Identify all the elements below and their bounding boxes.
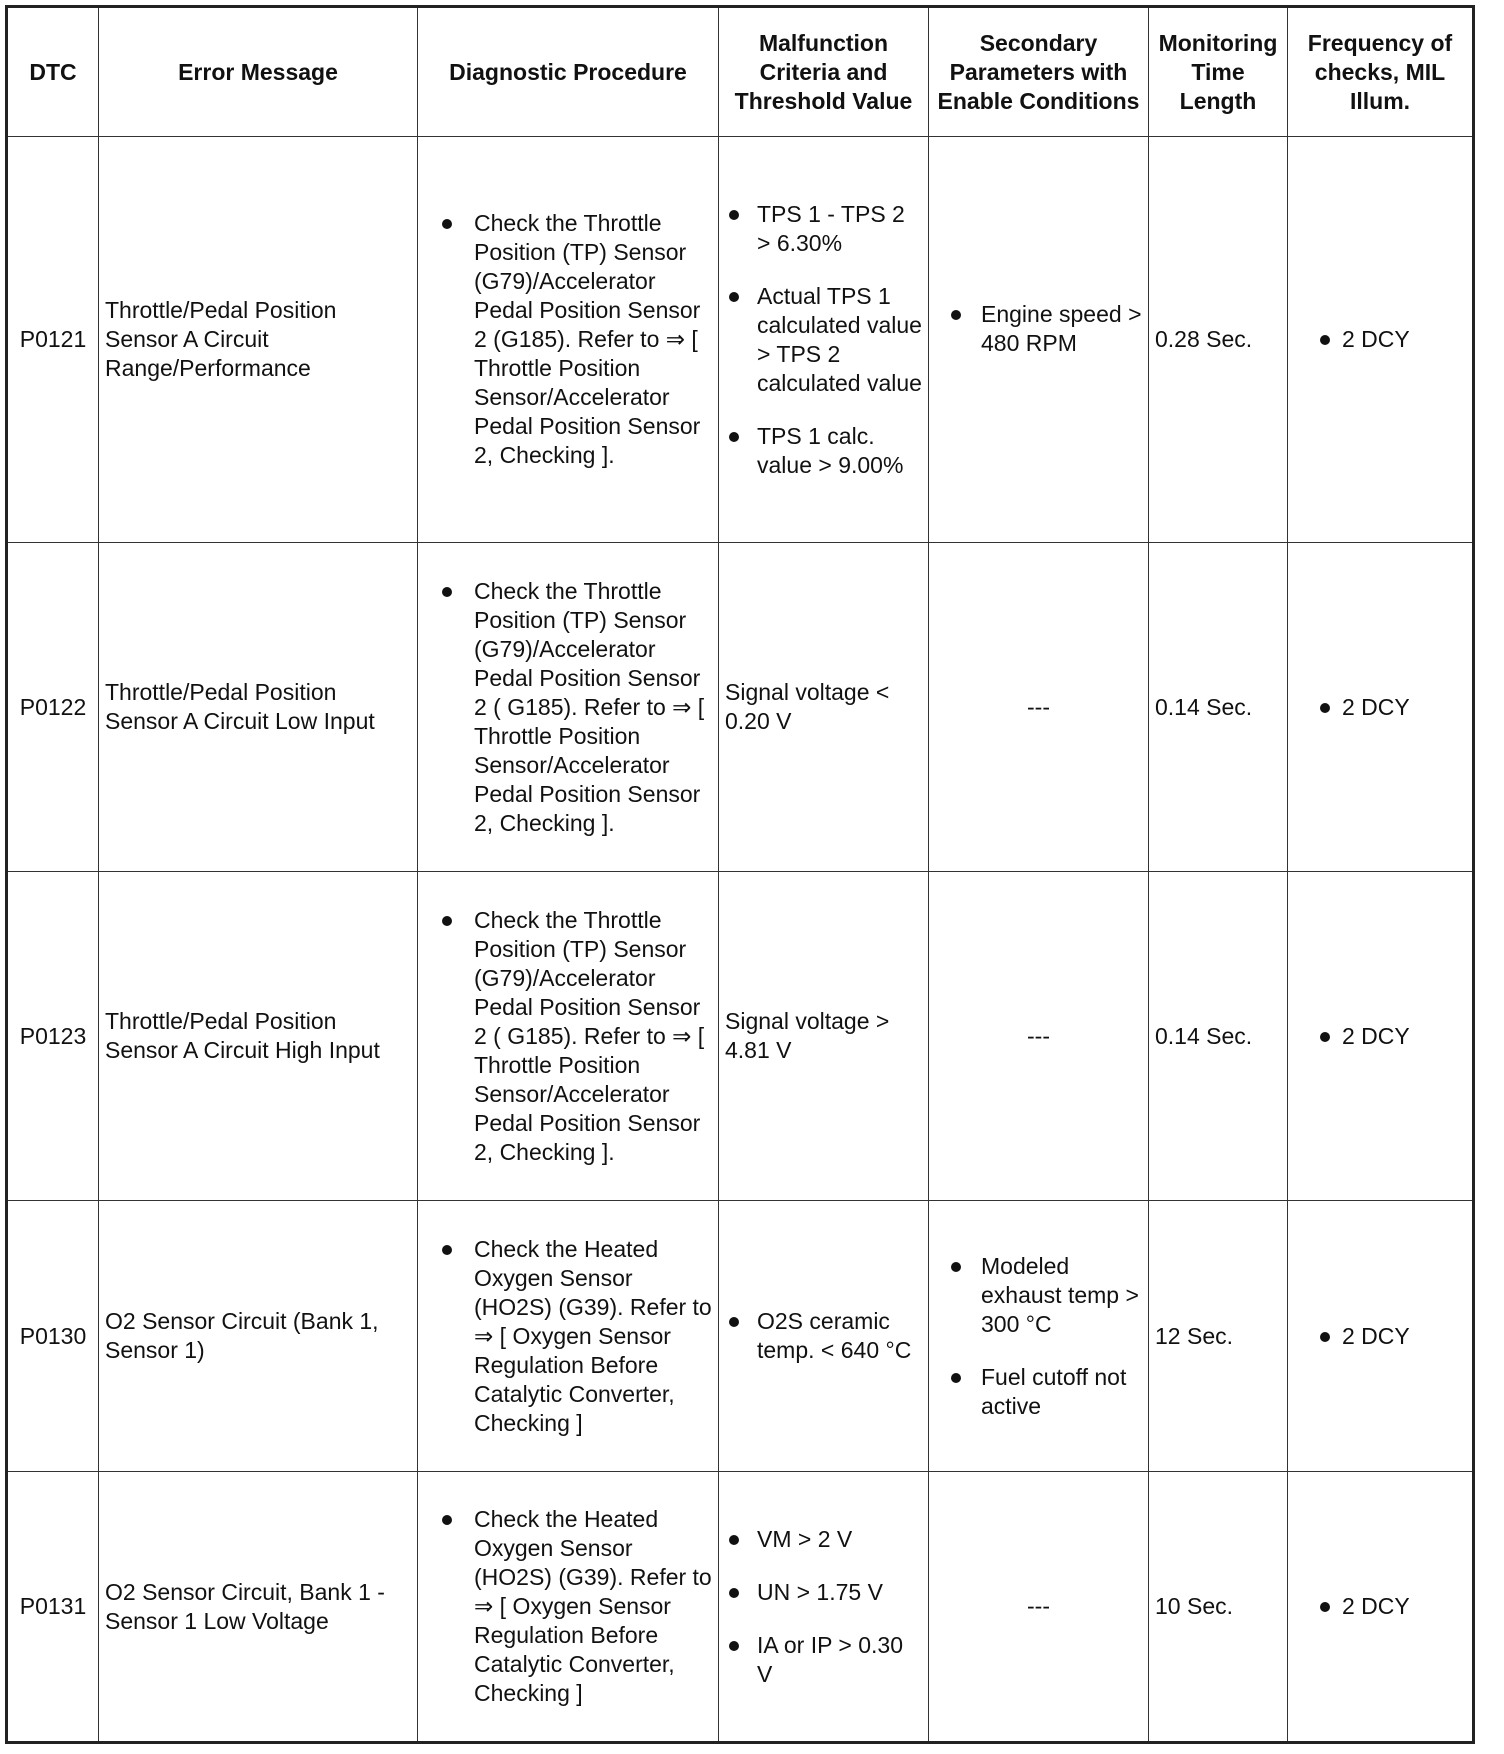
malfunction-criteria: Signal voltage > 4.81 V [719, 872, 929, 1201]
malfunction-criteria [719, 1472, 929, 1743]
procedure-text: Check the Throttle Position (TP) Sensor (G79)/Accelerator Pedal Position Sensor 2 ( G185). Refer to ⇒ [ Throttle Position Sensor/Accelerator Pedal Position Sensor 2, Checking ]. [424, 906, 712, 1167]
procedure-text: Check the Throttle Position (TP) Sensor (G79)/Accelerator Pedal Position Sensor 2 (G185). Refer to ⇒ [ Throttle Position Sensor/Accelerator Pedal Position Sensor 2, Checking ]. [424, 209, 712, 470]
error-message: Throttle/Pedal Position Sensor A Circuit Range/Performance [99, 137, 418, 543]
secondary-parameters [929, 137, 1149, 543]
frequency [1288, 872, 1474, 1201]
header-row [7, 7, 1474, 137]
secondary-parameters: --- [929, 872, 1149, 1201]
secondary-item: Fuel cutoff not active [935, 1363, 1142, 1421]
error-message: Throttle/Pedal Position Sensor A Circuit High Input [99, 872, 418, 1201]
malfunction-criteria [719, 137, 929, 543]
procedure-text: Check the Heated Oxygen Sensor (HO2S) (G39). Refer to ⇒ [ Oxygen Sensor Regulation Before Catalytic Converter, Checking ] [424, 1235, 712, 1438]
error-message: O2 Sensor Circuit (Bank 1, Sensor 1) [99, 1201, 418, 1472]
monitoring-time: 0.14 Sec. [1149, 543, 1288, 872]
header-monitoring-time: Monitoring Time Length [1149, 7, 1288, 137]
criteria-item: TPS 1 calc. value > 9.00% [725, 422, 922, 480]
dtc-code: P0130 [7, 1201, 99, 1472]
header-frequency: Frequency of checks, MIL Illum. [1288, 7, 1474, 137]
frequency [1288, 1201, 1474, 1472]
criteria-item: Actual TPS 1 calculated value > TPS 2 calculated value [725, 282, 922, 398]
procedure-text: Check the Heated Oxygen Sensor (HO2S) (G39). Refer to ⇒ [ Oxygen Sensor Regulation Before Catalytic Converter, Checking ] [424, 1505, 712, 1708]
diagnostic-procedure [418, 137, 719, 543]
header-error-message: Error Message [99, 7, 418, 137]
error-message: O2 Sensor Circuit, Bank 1 - Sensor 1 Low Voltage [99, 1472, 418, 1743]
malfunction-criteria: Signal voltage < 0.20 V [719, 543, 929, 872]
procedure-text: Check the Throttle Position (TP) Sensor (G79)/Accelerator Pedal Position Sensor 2 ( G185). Refer to ⇒ [ Throttle Position Sensor/Accelerator Pedal Position Sensor 2, Checking ]. [424, 577, 712, 838]
table-row [7, 872, 1474, 1201]
secondary-item: Engine speed > 480 RPM [935, 300, 1142, 358]
diagnostic-procedure [418, 543, 719, 872]
table-row [7, 137, 1474, 543]
frequency-item: 2 DCY [1294, 1022, 1466, 1051]
diagnostic-procedure [418, 1472, 719, 1743]
criteria-item: O2S ceramic temp. < 640 °C [725, 1307, 922, 1365]
monitoring-time: 0.14 Sec. [1149, 872, 1288, 1201]
criteria-item: TPS 1 - TPS 2 > 6.30% [725, 200, 922, 258]
monitoring-time: 0.28 Sec. [1149, 137, 1288, 543]
diagnostic-procedure [418, 1201, 719, 1472]
dtc-code: P0121 [7, 137, 99, 543]
dtc-code: P0123 [7, 872, 99, 1201]
criteria-item: UN > 1.75 V [725, 1578, 922, 1607]
dtc-code: P0131 [7, 1472, 99, 1743]
secondary-parameters: --- [929, 543, 1149, 872]
table-row [7, 1201, 1474, 1472]
secondary-parameters [929, 1201, 1149, 1472]
table-row [7, 1472, 1474, 1743]
frequency-item: 2 DCY [1294, 1592, 1466, 1621]
frequency-item: 2 DCY [1294, 325, 1466, 354]
secondary-item: Modeled exhaust temp > 300 °C [935, 1252, 1142, 1339]
table-row [7, 543, 1474, 872]
header-dtc: DTC [7, 7, 99, 137]
malfunction-criteria [719, 1201, 929, 1472]
frequency [1288, 1472, 1474, 1743]
criteria-item: VM > 2 V [725, 1525, 922, 1554]
dtc-code: P0122 [7, 543, 99, 872]
dtc-table [5, 5, 1475, 1744]
monitoring-time: 12 Sec. [1149, 1201, 1288, 1472]
secondary-parameters: --- [929, 1472, 1149, 1743]
frequency-item: 2 DCY [1294, 693, 1466, 722]
header-malfunction-criteria: Malfunction Criteria and Threshold Value [719, 7, 929, 137]
header-diagnostic-procedure: Diagnostic Procedure [418, 7, 719, 137]
header-secondary-parameters: Secondary Parameters with Enable Conditions [929, 7, 1149, 137]
frequency-item: 2 DCY [1294, 1322, 1466, 1351]
criteria-item: IA or IP > 0.30 V [725, 1631, 922, 1689]
error-message: Throttle/Pedal Position Sensor A Circuit Low Input [99, 543, 418, 872]
monitoring-time: 10 Sec. [1149, 1472, 1288, 1743]
diagnostic-procedure [418, 872, 719, 1201]
frequency [1288, 137, 1474, 543]
frequency [1288, 543, 1474, 872]
